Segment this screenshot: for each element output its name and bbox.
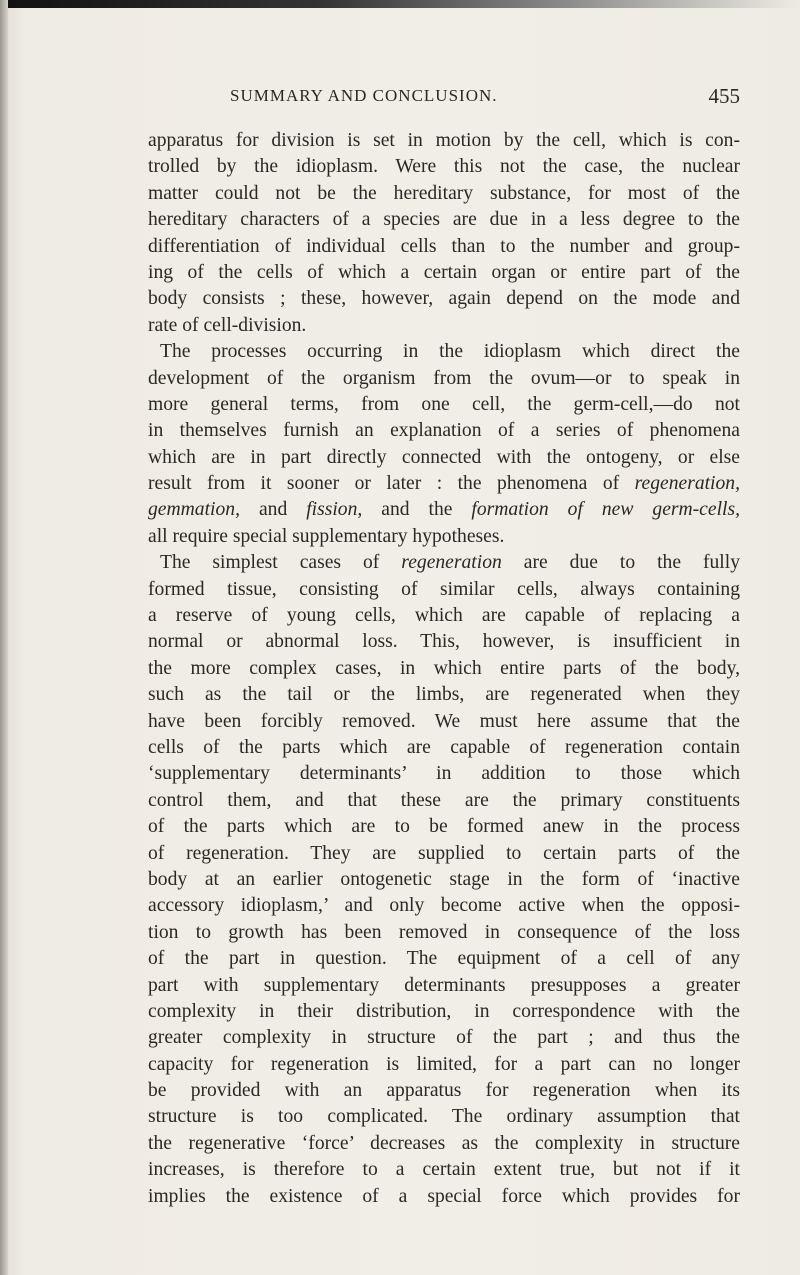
text-line [148,1052,740,1078]
italic-text: gemmation, [148,499,240,521]
text-line [148,1131,740,1157]
text-line [148,1078,740,1104]
text-segment: formed tissue, consisting of similar cells, always containing [148,578,740,600]
text-segment: and the [362,499,472,521]
text-segment: in themselves furnish an explanation of a series of phenomena [148,420,740,442]
text-line [148,128,740,154]
text-line [148,920,740,946]
text-segment: such as the tail or the limbs, are regenerated when they [148,684,740,706]
text-segment: structure is too complicated. The ordinary assumption that [148,1106,740,1128]
text-segment: hereditary characters of a species are due in a less degree to the [148,209,740,231]
text-segment: a reserve of young cells, which are capable of replacing a [148,605,740,627]
text-line [148,524,740,550]
text-line [148,999,740,1025]
text-segment: which are in part directly connected with the ontogeny, or else [148,446,740,468]
text-segment: of the part in question. The equipment of a cell of any [148,948,740,970]
text-segment: accessory idioplasm,’ and only become active when the opposi- [148,895,740,917]
text-line [148,339,740,365]
text-segment: greater complexity in structure of the part ; and thus the [148,1027,740,1049]
text-segment: be provided with an apparatus for regeneration when its [148,1080,740,1102]
text-segment: part with supplementary determinants presupposes a greater [148,974,740,996]
text-line [148,893,740,919]
italic-text: formation of new germ-cells, [471,499,740,521]
text-line [148,550,740,576]
text-segment: the regenerative ‘force’ decreases as the complexity in structure [148,1132,740,1154]
text-segment: of regeneration. They are supplied to certain parts of the [148,842,740,864]
text-line [148,603,740,629]
text-segment: development of the organism from the ovum—or to speak in [148,367,740,389]
text-line [148,154,740,180]
page-header [148,86,740,112]
text-line [148,577,740,603]
text-line [148,181,740,207]
text-line [148,682,740,708]
text-segment: The simplest cases of [160,552,402,574]
text-line [148,418,740,444]
text-segment: are due to the fully [501,552,740,574]
text-line [148,366,740,392]
text-line [148,260,740,286]
text-line [148,946,740,972]
book-spine-shadow [0,0,8,1275]
text-line [148,234,740,260]
text-line [148,497,740,523]
text-segment: result from it sooner or later : the phenomena of [148,473,635,495]
text-segment: cells of the parts which are capable of regeneration contain [148,736,740,758]
text-line [148,814,740,840]
text-segment: differentiation of individual cells than to the number and group- [148,235,740,257]
text-segment: apparatus for division is set in motion by the cell, which is con- [148,130,740,151]
text-segment: and [239,499,307,521]
text-line [148,313,740,339]
text-segment: of the parts which are to be formed anew in the process [148,816,740,838]
page-top-shadow [0,0,800,8]
text-segment: trolled by the idioplasm. Were this not the case, the nuclear [148,156,740,178]
text-segment: the more complex cases, in which entire parts of the body, [148,657,740,679]
italic-text: regeneration [401,552,502,574]
text-line [148,973,740,999]
body-text [148,128,740,1210]
text-segment: control them, and that these are the primary constituents [148,789,740,811]
page-number: 455 [708,84,740,108]
italic-text: regeneration, [634,473,740,495]
italic-text: fission, [306,499,363,521]
text-line [148,867,740,893]
text-line [148,471,740,497]
running-title: SUMMARY AND CONCLUSION. [230,86,498,105]
text-line [148,445,740,471]
text-segment: tion to growth has been removed in consequence of the loss [148,921,740,943]
text-line [148,286,740,312]
text-line [148,1184,740,1210]
text-line [148,841,740,867]
text-segment: capacity for regeneration is limited, for a part can no longer [148,1053,740,1075]
text-segment: ‘supplementary determinants’ in addition to those which [148,763,740,785]
text-line [148,1104,740,1130]
text-segment: body at an earlier ontogenetic stage in the form of ‘inactive [148,868,740,890]
text-segment: have been forcibly removed. We must here assume that the [148,710,740,732]
text-line [148,709,740,735]
text-line [148,788,740,814]
text-line [148,392,740,418]
text-segment: increases, is therefore to a certain extent true, but not if it [148,1159,740,1181]
text-line [148,207,740,233]
text-line [148,1157,740,1183]
text-segment: more general terms, from one cell, the germ-cell,—do not [148,393,740,415]
text-segment: body consists ; these, however, again depend on the mode and [148,288,740,310]
text-line [148,629,740,655]
text-segment: complexity in their distribution, in correspondence with the [148,1000,740,1022]
text-line [148,1025,740,1051]
text-segment: normal or abnormal loss. This, however, is insufficient in [148,631,740,653]
text-segment: all require special supplementary hypotheses. [148,525,505,547]
text-segment: rate of cell-division. [148,314,307,336]
text-segment: ing of the cells of which a certain organ or entire part of the [148,261,740,283]
text-segment: matter could not be the hereditary substance, for most of the [148,182,740,204]
text-line [148,761,740,787]
text-line [148,656,740,682]
text-segment: The processes occurring in the idioplasm which direct the [160,341,740,363]
text-line [148,735,740,761]
text-segment: implies the existence of a special force which provides for [148,1185,740,1207]
